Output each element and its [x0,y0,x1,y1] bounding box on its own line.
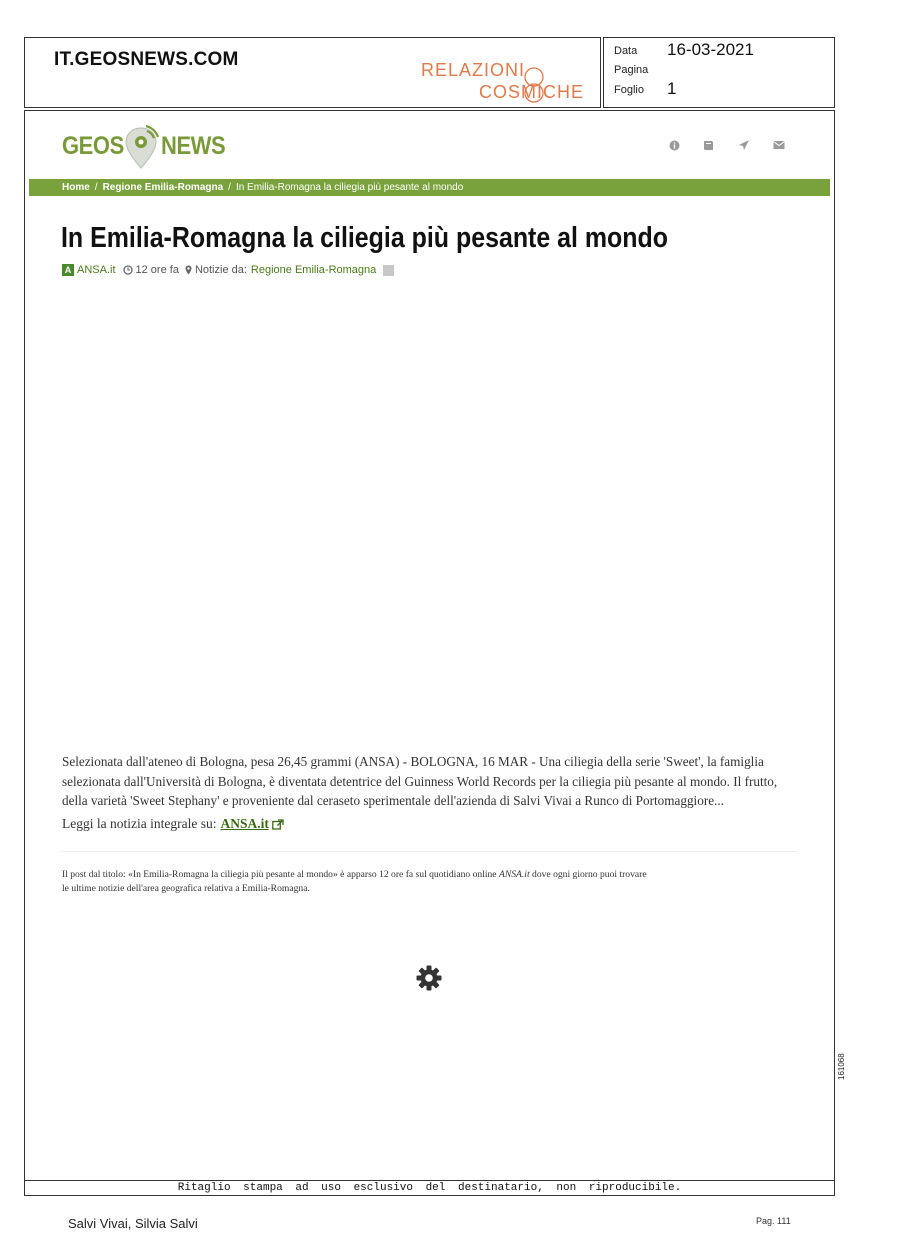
logo-word-geos: GEOS [62,132,124,160]
header-nav-icons [660,138,790,154]
date-value: 16-03-2021 [667,40,754,59]
post-note-line2: le ultime notizie dell'area geografica relativa a Emilia-Romagna. [62,882,310,894]
breadcrumb: Home / Regione Emilia-Romagna / In Emilia-Romagna la ciliegia più pesante al mondo [29,179,830,196]
geosnews-logo[interactable] [61,122,231,172]
article-body [62,752,802,811]
breadcrumb-current: In Emilia-Romagna la ciliegia più pesante al mondo [235,182,464,193]
breadcrumb-region[interactable]: Regione Emilia-Romagna [102,182,224,193]
client-name: Salvi Vivai, Silvia Salvi [68,1216,198,1231]
rings-icon [517,66,551,106]
page-number: Pag. 111 [756,1216,791,1226]
envelope-icon[interactable] [772,138,786,152]
relazioni-cosmiche-logo [421,60,601,104]
frame-separator [24,1180,835,1181]
clock-icon [123,265,133,275]
logo-word-news: NEWS [161,132,226,160]
region-link[interactable]: Regione Emilia-Romagna [250,264,377,276]
site-url: IT.GEOSNEWS.COM [54,49,239,70]
clipping-meta-box [603,37,835,108]
page-label: Pagina [614,64,649,76]
breadcrumb-home[interactable]: Home [62,182,90,193]
article-body-line: Selezionata dall'ateneo di Bologna, pesa 26,45 grammi (ANSA) - BOLOGNA, 16 MAR - Una ciliegia della serie 'Sweet', la famiglia [62,754,764,769]
post-note-part2: dove ogni giorno puoi trovare [532,869,647,880]
clipping-header-source [24,37,601,108]
article-title: In Emilia-Romagna la ciliegia più pesante al mondo [61,222,669,254]
gear-icon[interactable] [415,964,443,992]
post-note [62,868,802,895]
agency-logo-line2: COSMICHE [479,82,585,102]
placeholder-square [383,265,394,276]
source-link[interactable]: ANSA.it [77,264,116,276]
post-note-source: ANSA.it [498,869,530,880]
location-pin-icon [123,122,159,172]
read-more [62,816,284,832]
send-icon[interactable] [737,138,751,152]
post-note-line1 [62,868,802,882]
publish-time: 12 ore fa [135,264,179,276]
article-body-line: della varietà 'Sweet Stephany' e proveniente dal ceraseto sperimentale dell'azienda di Salvi Vivai a Runco di Portomaggiore... [62,793,724,808]
sheet-label: Foglio [614,84,644,96]
info-icon[interactable] [667,138,681,152]
read-more-label: Leggi la notizia integrale su: [62,816,217,831]
external-link-icon[interactable] [272,819,284,830]
date-label: Data [614,45,638,57]
map-marker-icon [185,265,192,275]
article-body-line: selezionata dall'Università di Bologna, è diventata detentrice del Guinness World Records per la ciliegia più pesante al mondo. Il frutto, [62,773,778,789]
article-byline [62,264,394,276]
disclaimer: Ritaglio stampa ad uso esclusivo del destinatario, non riproducibile. [177,1182,682,1194]
news-from-label: Notizie da: [194,264,247,276]
divider [62,851,797,852]
book-icon[interactable] [701,138,715,152]
source-badge: A [62,264,74,276]
side-code: 161068 [837,1053,846,1080]
read-more-link[interactable]: ANSA.it [220,816,269,831]
post-note-part1: Il post dal titolo: «In Emilia-Romagna la ciliegia più pesante al mondo» è apparso 12 ore fa sul quotidiano online [62,869,497,880]
sheet-value: 1 [667,79,677,98]
agency-logo-line1: RELAZIONI [421,60,526,80]
